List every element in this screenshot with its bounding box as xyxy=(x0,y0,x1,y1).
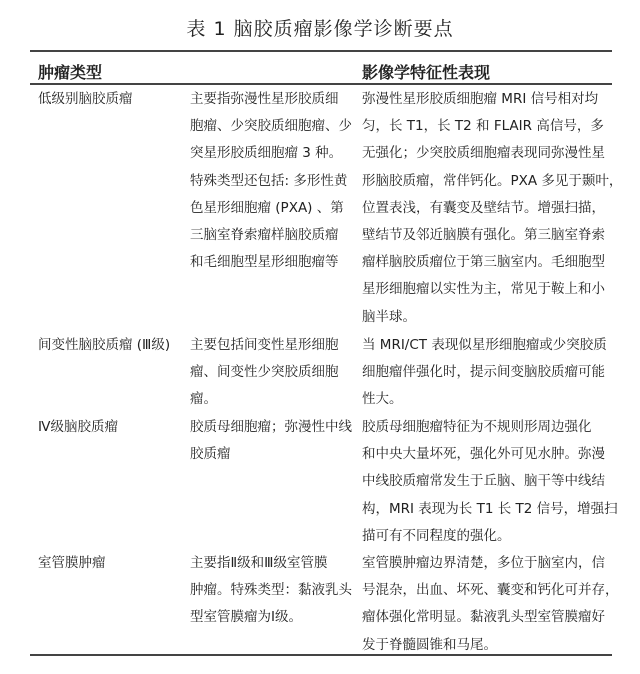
cell-line: 无强化；少突胶质细胞瘤表现同弥漫性星 xyxy=(362,145,605,162)
cell-line: 胞瘤、少突胶质细胞瘤、少 xyxy=(190,118,352,135)
cell-line: 弥漫性星形胶质细胞瘤 MRI 信号相对均 xyxy=(362,91,599,107)
cell-line: 胶质母细胞瘤特征为不规则形周边强化 xyxy=(362,419,592,435)
cell-line: 主要指弥漫性星形胶质细 xyxy=(190,91,339,107)
header-imaging: 影像学特征性表现 xyxy=(362,63,491,82)
cell-line: 特殊类型还包括: 多形性黄 xyxy=(190,172,348,189)
cell-line: 瘤样脑胶质瘤位于第三脑室内。毛细胞型 xyxy=(362,254,605,271)
cell-line: 细胞瘤伴强化时，提示间变脑胶质瘤可能 xyxy=(362,364,605,381)
cell-description xyxy=(190,550,352,632)
cell-line: 突星形胶质细胞瘤 3 种。 xyxy=(190,145,343,162)
cell-line: 性大。 xyxy=(362,391,403,408)
cell-line: 和中央大量坏死，强化外可见水肿。弥漫 xyxy=(362,446,605,463)
cell-line: 形脑胶质瘤，常伴钙化。PXA 多见于颞叶， xyxy=(362,172,623,189)
cell-line: 匀，长 T1，长 T2 和 FLAIR 高信号，多 xyxy=(362,118,604,135)
cell-imaging xyxy=(362,414,618,550)
cell-line: 胶质瘤 xyxy=(190,446,231,463)
cell-description xyxy=(190,86,352,276)
cell-line: 室管膜肿瘤边界清楚，多位于脑室内，信 xyxy=(362,555,605,571)
table-title: 表 1 脑胶质瘤影像学诊断要点 xyxy=(186,18,454,40)
cell-line: 瘤。 xyxy=(190,391,217,408)
cell-line: 主要指Ⅱ级和Ⅲ级室管膜 xyxy=(190,555,328,571)
cell-line: 主要包括间变性星形细胞 xyxy=(190,337,339,353)
cell-tumor-type xyxy=(38,414,118,441)
cell-imaging xyxy=(362,332,607,414)
cell-line: 当 MRI/CT 表现似星形细胞瘤或少突胶质 xyxy=(362,337,607,353)
cell-line: 发于脊髓圆锥和马尾。 xyxy=(362,636,497,653)
cell-line: 胶质母细胞瘤；弥漫性中线 xyxy=(190,419,352,435)
cell-line: 肿瘤。特殊类型：黏液乳头 xyxy=(190,582,352,599)
cell-line: 星形细胞瘤以实性为主，常见于鞍上和小 xyxy=(362,281,605,298)
cell-line: 低级别脑胶质瘤 xyxy=(38,91,133,107)
top-rule xyxy=(30,50,612,52)
cell-line: 描可有不同程度的强化。 xyxy=(362,527,511,544)
cell-line: 色星形细胞瘤 (PXA) 、第 xyxy=(190,199,344,216)
cell-line: 三脑室脊索瘤样脑胶质瘤 xyxy=(190,227,339,244)
cell-description xyxy=(190,332,339,414)
cell-line: 壁结节及邻近脑膜有强化。第三脑室脊索 xyxy=(362,227,605,244)
cell-line: 构，MRI 表现为长 T1 长 T2 信号，增强扫 xyxy=(362,500,618,517)
cell-line: 瘤、间变性少突胶质细胞 xyxy=(190,364,339,381)
cell-description xyxy=(190,414,352,468)
cell-tumor-type xyxy=(38,332,170,359)
cell-line: 瘤体强化常明显。黏液乳头型室管膜瘤好 xyxy=(362,609,605,626)
cell-imaging xyxy=(362,550,619,659)
cell-line: 型室管膜瘤为Ⅰ级。 xyxy=(190,609,302,626)
cell-line: 室管膜肿瘤 xyxy=(38,555,106,571)
cell-imaging xyxy=(362,86,622,331)
cell-tumor-type xyxy=(38,86,133,113)
header-tumor-type: 肿瘤类型 xyxy=(38,63,103,82)
cell-line: 间变性脑胶质瘤 (Ⅲ级) xyxy=(38,337,171,353)
cell-line: 位置表浅，有囊变及壁结节。增强扫描， xyxy=(362,199,605,216)
cell-line: 脑半球。 xyxy=(362,308,416,325)
header-rule xyxy=(30,83,612,85)
cell-line: 中线胶质瘤常发生于丘脑、脑干等中线结 xyxy=(362,473,605,490)
cell-line: 号混杂，出血、坏死、囊变和钙化可并存， xyxy=(362,582,619,599)
cell-line: 和毛细胞型星形细胞瘤等 xyxy=(190,254,339,271)
bottom-rule xyxy=(30,654,612,656)
cell-line: Ⅳ级脑胶质瘤 xyxy=(38,419,118,435)
cell-tumor-type xyxy=(38,550,106,577)
